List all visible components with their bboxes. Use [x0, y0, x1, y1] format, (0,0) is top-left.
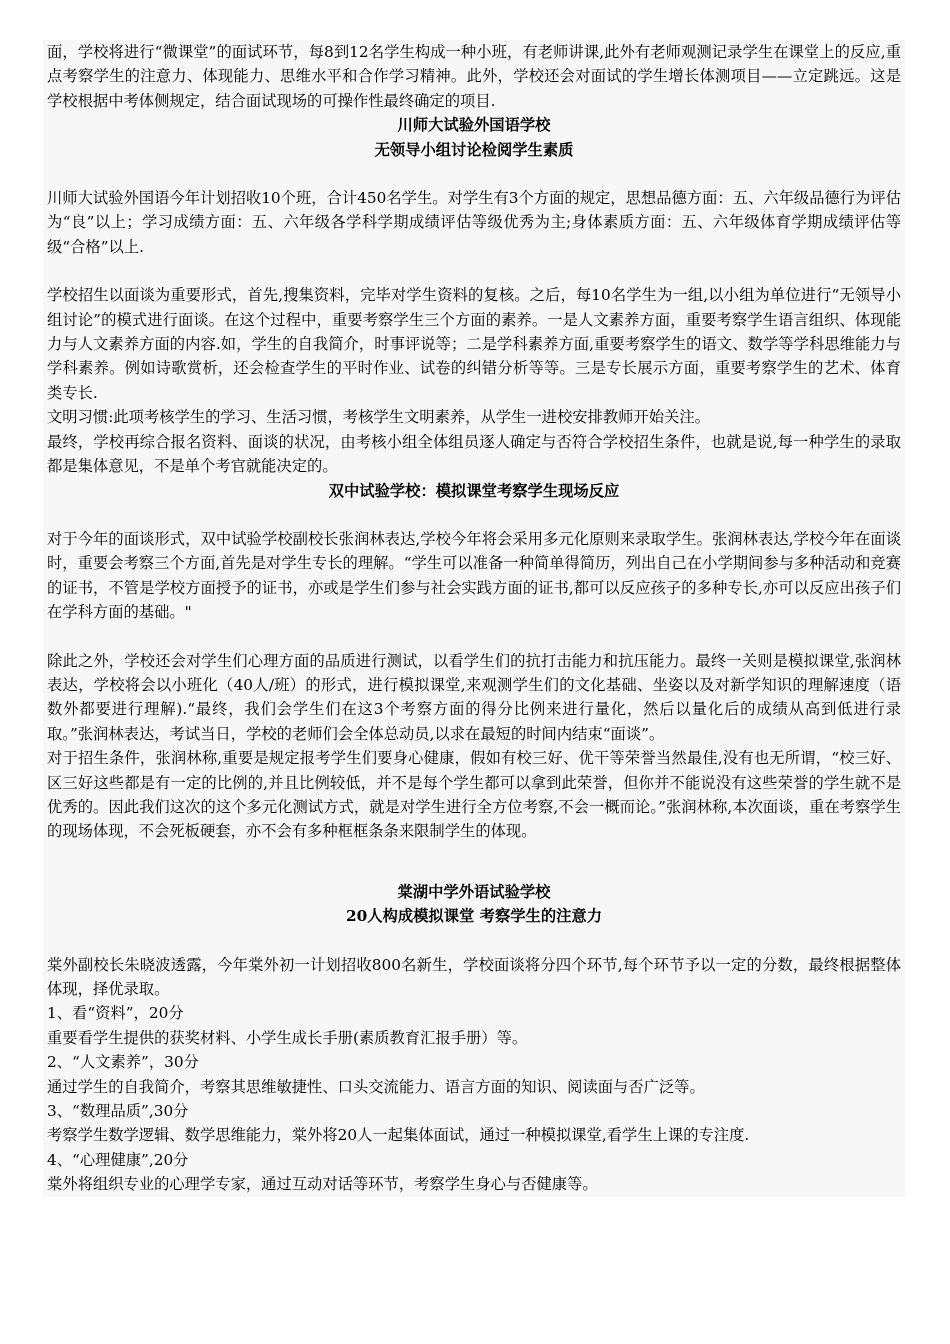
list-item-desc: 重要看学生提供的获奖材料、小学生成长手册(素质教育汇报手册）等。 — [47, 1028, 528, 1047]
section2-paragraph-3: 对于招生条件，张润林称,重要是规定报考学生们要身心健康，假如有校三好、优干等荣誉当然最佳,没有也无所谓，“校三好、区三好这些都是有一定的比例的,并且比例较低，并不是每个学生都可以拿到此荣誉，但你并不能说没有这些荣誉的学生就不是优秀的。因此我们这次的这个多元化测试方式，就是对学生进行全方位考察,不会一概而论。”张润林称,本次面谈，重在考察学生的现场体现，不会死板硬套，亦不会有多种框框条条来限制学生的体现。 — [47, 749, 901, 841]
section1-subtitle: 无领导小组讨论检阅学生素质 — [374, 140, 574, 159]
intro-paragraph: 面，学校将进行“微课堂”的面试环节，每8到12名学生构成一种小班，有老师讲课,此外有老师观测记录学生在课堂上的反应,重点考察学生的注意力、体现能力、思维水平和合作学习精神。此外，学校还会对面试的学生增长体测项目——立定跳远。这是学校根据中考体侧规定，结合面试现场的可操作性最终确定的项目. — [47, 43, 901, 110]
section1-paragraph-2: 学校招生以面谈为重要形式，首先,搜集资料，完毕对学生资料的复核。之后，每10名学生为一组,以小组为单位进行“无领导小组讨论”的模式进行面谈。在这个过程中，重要考察学生三个方面的素养。一是人文素养方面，重要考察学生语言组织、体现能力与人文素养方面的内容.如，学生的自我简介，时事评说等；二是学科素养方面,重要考察学生的语文、数学等学科思维能力与学科素养。例如诗歌赏析，还会检查学生的平时作业、试卷的纠错分析等等。三是专长展示方面，重要考察学生的艺术、体育类专长. — [47, 286, 901, 402]
list-item-head: 4、“心理健康”,20分 — [47, 1150, 189, 1169]
document-page — [43, 40, 905, 1197]
section2-paragraph-1: 对于今年的面谈形式，双中试验学校副校长张润林表达,学校今年将会采用多元化原则来录取学生。张润林表达,学校今年在面谈时，重要会考察三个方面,首先是对学生专长的理解。“学生可以准备一种简单得简历，列出自己在小学期间参与多种活动和竞赛的证书，不管是学校方面授予的证书，亦或是学生们参与社会实践方面的证书,都可以反应孩子的多种专长,亦可以反应出孩子们在学科方面的基础。" — [47, 529, 902, 622]
section1-paragraph-4: 最终，学校再综合报名资料、面谈的状况，由考核小组全体组员逐人确定与否符合学校招生条件，也就是说,每一种学生的录取都是集体意见，不是单个考官就能决定的。 — [47, 432, 901, 476]
list-item-desc: 考察学生数学逻辑、数学思维能力，棠外将20人一起集体面试，通过一种模拟课堂,看学生上课的专注度. — [47, 1126, 750, 1145]
section1-paragraph-3: 文明习惯:此项考核学生的学习、生活习惯，考核学生文明素养，从学生一进校安排教师开始关注。 — [47, 408, 710, 427]
section1-paragraph-1: 川师大试验外国语今年计划招收10个班，合计450名学生。对学生有3个方面的规定，思想品德方面：五、六年级品德行为评估为“良”以上；学习成绩方面：五、六年级各学科学期成绩评估等级优秀为主;身体素质方面：五、六年级体育学期成绩评估等级“合格”以上. — [47, 189, 901, 256]
section2-title: 双中试验学校：模拟课堂考察学生现场反应 — [328, 481, 620, 500]
list-item-head: 2、“人文素养”，30分 — [47, 1053, 199, 1072]
list-item-desc: 通过学生的自我简介，考察其思维敏捷性、口头交流能力、语言方面的知识、阅读面与否广泛等。 — [47, 1077, 705, 1096]
section2-paragraph-2: 除此之外，学校还会对学生们心理方面的品质进行测试，以看学生们的抗打击能力和抗压能力。最终一关则是模拟课堂,张润林表达，学校将会以小班化（40人/班）的形式，进行模拟课堂,来观测学生们的文化基础、坐姿以及对新学知识的理解速度（语数外都要进行理解).“最终，我们会学生们在这3个考察方面的得分比例来进行量化，然后以量化后的成绩从高到低进行录取。”张润林表达，考试当日，学校的老师们会全体总动员,以求在最短的时间内结束“面谈”。 — [47, 651, 901, 743]
list-item-head: 1、看“资料”，20分 — [47, 1004, 184, 1023]
section1-title: 川师大试验外国语学校 — [397, 116, 551, 135]
list-item-desc: 棠外将组织专业的心理学专家，通过互动对话等环节，考察学生身心与否健康等。 — [47, 1175, 598, 1194]
section3-paragraph-1: 棠外副校长朱晓波透露，今年棠外初一计划招收800名新生，学校面谈将分四个环节,每个环节予以一定的分数，最终根据整体体现，择优录取。 — [47, 955, 901, 998]
list-item-head: 3、“数理品质”,30分 — [47, 1102, 189, 1121]
section3-title: 棠湖中学外语试验学校 — [397, 882, 551, 901]
section3-subtitle: 20人构成模拟课堂 考察学生的注意力 — [345, 907, 603, 926]
